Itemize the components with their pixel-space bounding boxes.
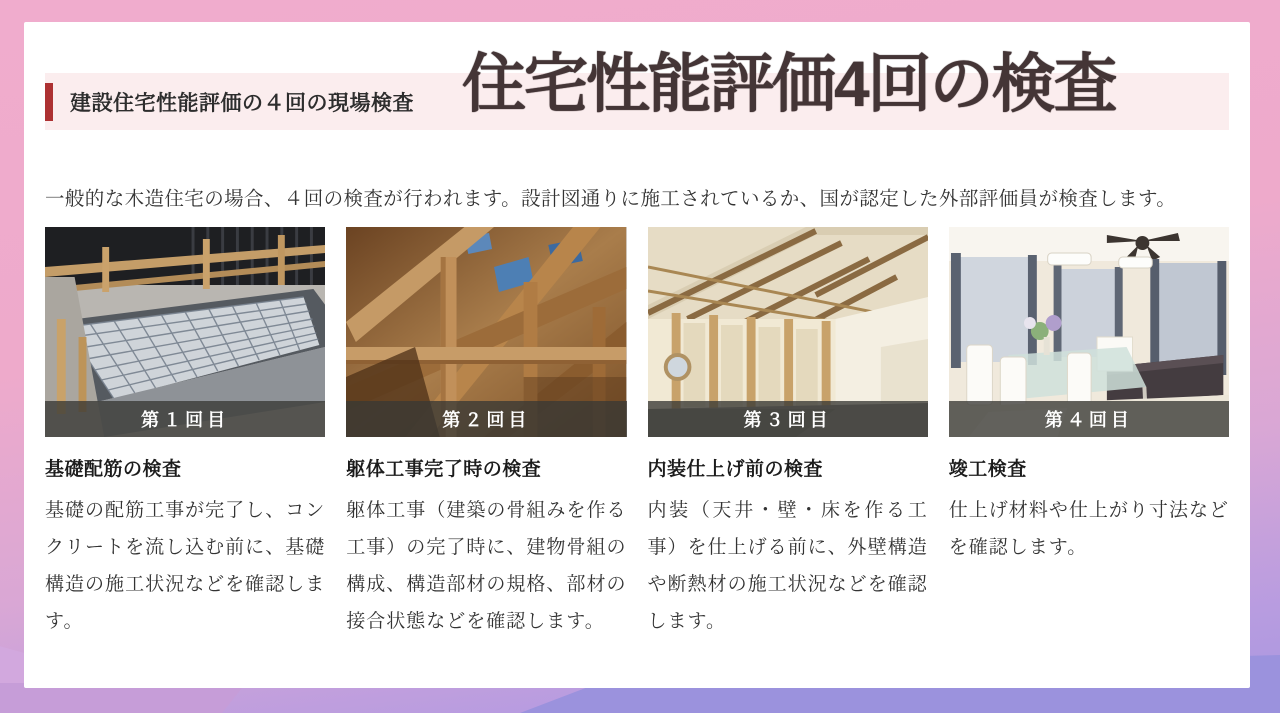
step-2-badge-bar <box>346 401 626 437</box>
step-4-badge: 第４回目 <box>1044 410 1133 430</box>
step-4-heading: 竣工検査 <box>948 459 1027 480</box>
step-4-badge-bar <box>949 401 1229 437</box>
step-2-description: 躯体工事（建築の骨組みを作る工事）の完了時に、建物骨組の構成、構造部材の規格、部材の接合状態などを確認します。 <box>346 500 627 633</box>
timber-frame-photo <box>346 227 626 437</box>
step-3-column <box>648 227 928 640</box>
foundation-rebar-photo <box>45 227 325 437</box>
content-card <box>24 22 1250 688</box>
intro-text: 一般的な木造住宅の場合、４回の検査が行われます。設計図通りに施工されているか、国が認定した外部評価員が検査します。 <box>45 187 1177 210</box>
step-2-heading: 躯体工事完了時の検査 <box>346 459 542 480</box>
inspection-steps <box>45 227 1229 640</box>
step-1-column <box>45 227 325 640</box>
step-3-description: 内装（天井・壁・床を作る工事）を仕上げる前に、外壁構造や断熱材の施工状況などを確認します。 <box>647 500 928 633</box>
step-1-badge-bar <box>45 401 325 437</box>
step-2-column <box>346 227 626 640</box>
step-4-column <box>949 227 1229 640</box>
step-1-heading: 基礎配筋の検査 <box>45 459 182 480</box>
step-1-badge: 第１回目 <box>141 410 230 430</box>
step-2-badge: 第２回目 <box>442 410 531 430</box>
step-3-badge: 第３回目 <box>743 410 832 430</box>
step-3-heading: 内装仕上げ前の検査 <box>647 459 824 480</box>
red-accent-bar <box>45 83 53 121</box>
step-1-description: 基礎の配筋工事が完了し、コンクリートを流し込む前に、基礎構造の施工状況などを確認します。 <box>45 500 326 633</box>
step-4-description: 仕上げ材料や仕上がり寸法などを確認します。 <box>948 500 1229 559</box>
header-eyebrow: 建設住宅性能評価の４回の現場検査 <box>70 91 414 115</box>
step-3-badge-bar <box>648 401 928 437</box>
interior-insulation-photo <box>648 227 928 437</box>
page-title: 住宅性能評価4回の検査 <box>462 48 1116 120</box>
finished-living-room-photo <box>949 227 1229 437</box>
